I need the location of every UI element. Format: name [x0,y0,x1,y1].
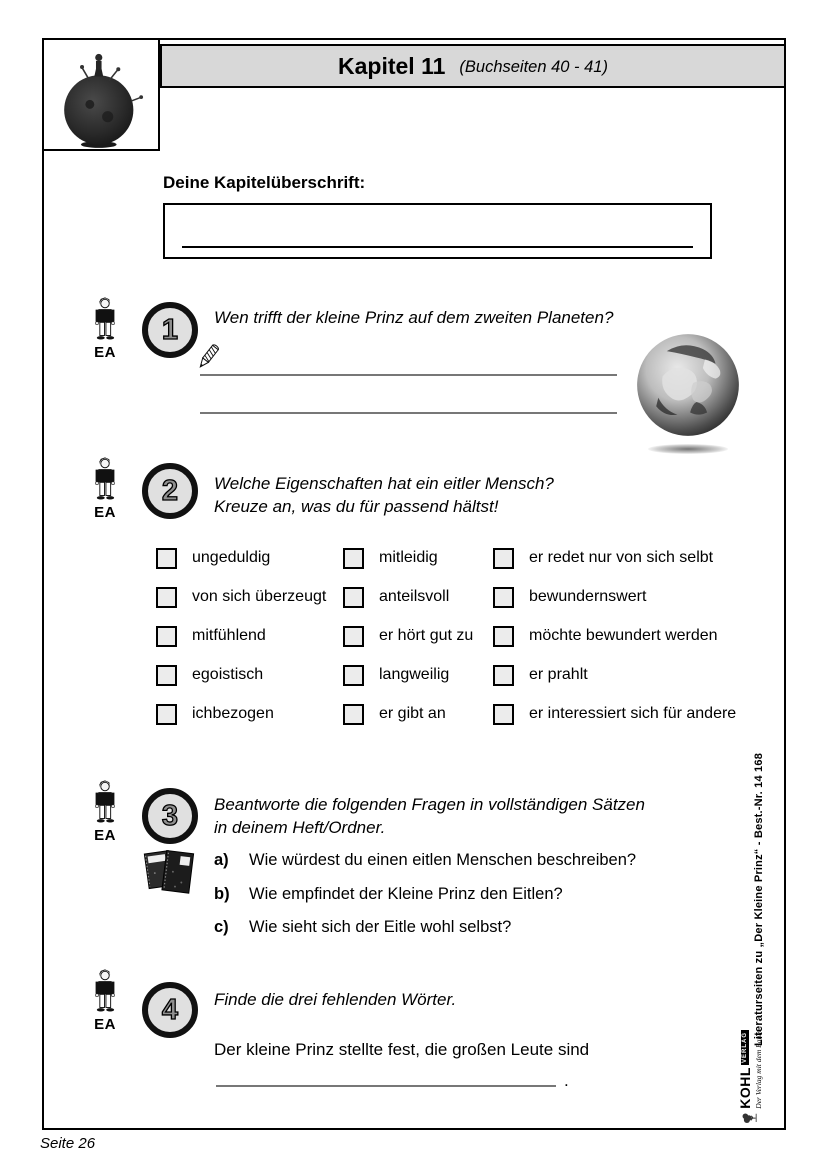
checkbox[interactable] [343,626,364,647]
task4-answer-line[interactable] [216,1085,556,1087]
publisher-logo [726,1030,774,1124]
option-label: er hört gut zu [379,627,474,644]
work-mode-ea-task1 [83,296,127,361]
task3-item-c-text: Wie sieht sich der Eitle wohl selbst? [249,918,512,936]
task3-item-a-text: Wie würdest du einen eitlen Menschen beschreiben? [249,851,637,869]
option-label: egoistisch [192,666,264,683]
checkbox[interactable] [156,626,177,647]
option-label: langweilig [379,666,450,683]
task1-answer-line-1[interactable] [200,374,617,376]
task2-question-line2: Kreuze an, was du für passend hältst! [214,497,499,516]
task2-number: 2 [161,474,179,507]
option-label: möchte bewundert werden [529,627,718,644]
checkbox[interactable] [156,665,177,686]
work-mode-ea-task2 [83,456,127,521]
checkbox[interactable] [156,704,177,725]
chapter-title: Kapitel 11 [338,52,446,79]
checkbox[interactable] [343,548,364,569]
trait-option [493,586,778,608]
publisher-name: KOHL [737,1067,753,1109]
trait-option [493,625,778,647]
task4-number-badge [142,982,198,1038]
task1-answer-line-2[interactable] [200,412,617,414]
checkbox[interactable] [343,587,364,608]
prince-planet-illustration [45,43,157,149]
trait-option [493,547,778,569]
chapter-heading-label: Deine Kapitelüberschrift: [163,173,366,192]
trait-option [343,664,493,686]
task3-number: 3 [161,799,179,832]
task1-number: 1 [161,313,179,346]
checkbox[interactable] [493,626,514,647]
page-number: Seite 26 [40,1135,96,1152]
checkbox[interactable] [493,587,514,608]
trait-option [493,703,778,725]
task3-instruction-line1: Beantworte die folgenden Fragen in vollständigen Sätzen [214,795,645,814]
trait-option [493,664,778,686]
publisher-verlag-badge: VERLAG [742,1032,748,1064]
task4-sentence-period: . [564,1071,569,1090]
checkbox[interactable] [343,665,364,686]
option-label: ichbezogen [192,705,274,722]
checkbox[interactable] [156,548,177,569]
task3-item-c-label: c) [214,918,229,936]
ea-label: EA [94,1016,116,1033]
ea-label: EA [94,827,116,844]
trait-option [156,547,343,569]
trait-option [343,586,493,608]
chapter-book-pages: (Buchseiten 40 - 41) [459,57,608,76]
checkbox[interactable] [156,587,177,608]
checkbox[interactable] [343,704,364,725]
task4-instruction: Finde die drei fehlenden Wörter. [214,990,457,1009]
option-label: er prahlt [529,666,588,683]
trait-option [343,625,493,647]
option-label: er interessiert sich für andere [529,705,737,722]
option-label: bewundernswert [529,588,647,605]
pencil-icon [195,341,221,378]
checkbox[interactable] [493,548,514,569]
kohl-tree-icon [734,1112,766,1124]
chapter-heading-line[interactable] [182,246,693,248]
checkbox[interactable] [493,665,514,686]
trait-option [156,586,343,608]
option-label: er redet nur von sich selbt [529,549,714,566]
trait-option [156,625,343,647]
chapter-header [160,44,786,88]
task3-item-b-label: b) [214,885,230,903]
ea-label: EA [94,504,116,521]
task4-sentence: Der kleine Prinz stellte fest, die großen Leute sind [214,1040,590,1059]
option-label: anteilsvoll [379,588,450,605]
chapter-heading-box[interactable] [163,203,712,259]
option-label: mitleidig [379,549,438,566]
task3-item-a-label: a) [214,851,229,869]
option-label: mitfühlend [192,627,266,644]
trait-option [343,703,493,725]
task3-instruction-line2: in deinem Heft/Ordner. [214,818,386,837]
prince-planet-image [42,38,160,151]
option-label: er gibt an [379,705,446,722]
trait-option [156,664,343,686]
checkbox[interactable] [493,704,514,725]
person-icon [90,968,120,1015]
trait-option [156,703,343,725]
publisher-tagline: Der Verlag mit dem Baum [754,1030,763,1109]
task1-number-badge [142,302,198,358]
option-label: ungeduldig [192,549,271,566]
task3-item-b-text: Wie empfindet der Kleine Prinz den Eitlen? [249,885,563,903]
task3-number-badge [142,788,198,844]
earth-image [635,332,741,438]
task2-question-line1: Welche Eigenschaften hat ein eitler Mensch? [214,474,554,493]
person-icon [90,296,120,343]
earth-shadow [648,444,728,454]
option-label: von sich überzeugt [192,588,327,605]
task2-number-badge [142,463,198,519]
task1-question: Wen trifft der kleine Prinz auf dem zweiten Planeten? [214,308,614,327]
work-mode-ea-task3 [83,779,127,844]
traits-checkbox-grid [156,547,778,725]
work-mode-ea-task4 [83,968,127,1033]
imprint-vertical-text: Literaturseiten zu „Der Kleine Prinz“ - Best.-Nr. 14 168 [753,752,765,1046]
person-icon [90,456,120,503]
ea-label: EA [94,344,116,361]
person-icon [90,779,120,826]
task4-number: 4 [161,993,179,1026]
notebook-icon [140,843,198,903]
trait-option [343,547,493,569]
